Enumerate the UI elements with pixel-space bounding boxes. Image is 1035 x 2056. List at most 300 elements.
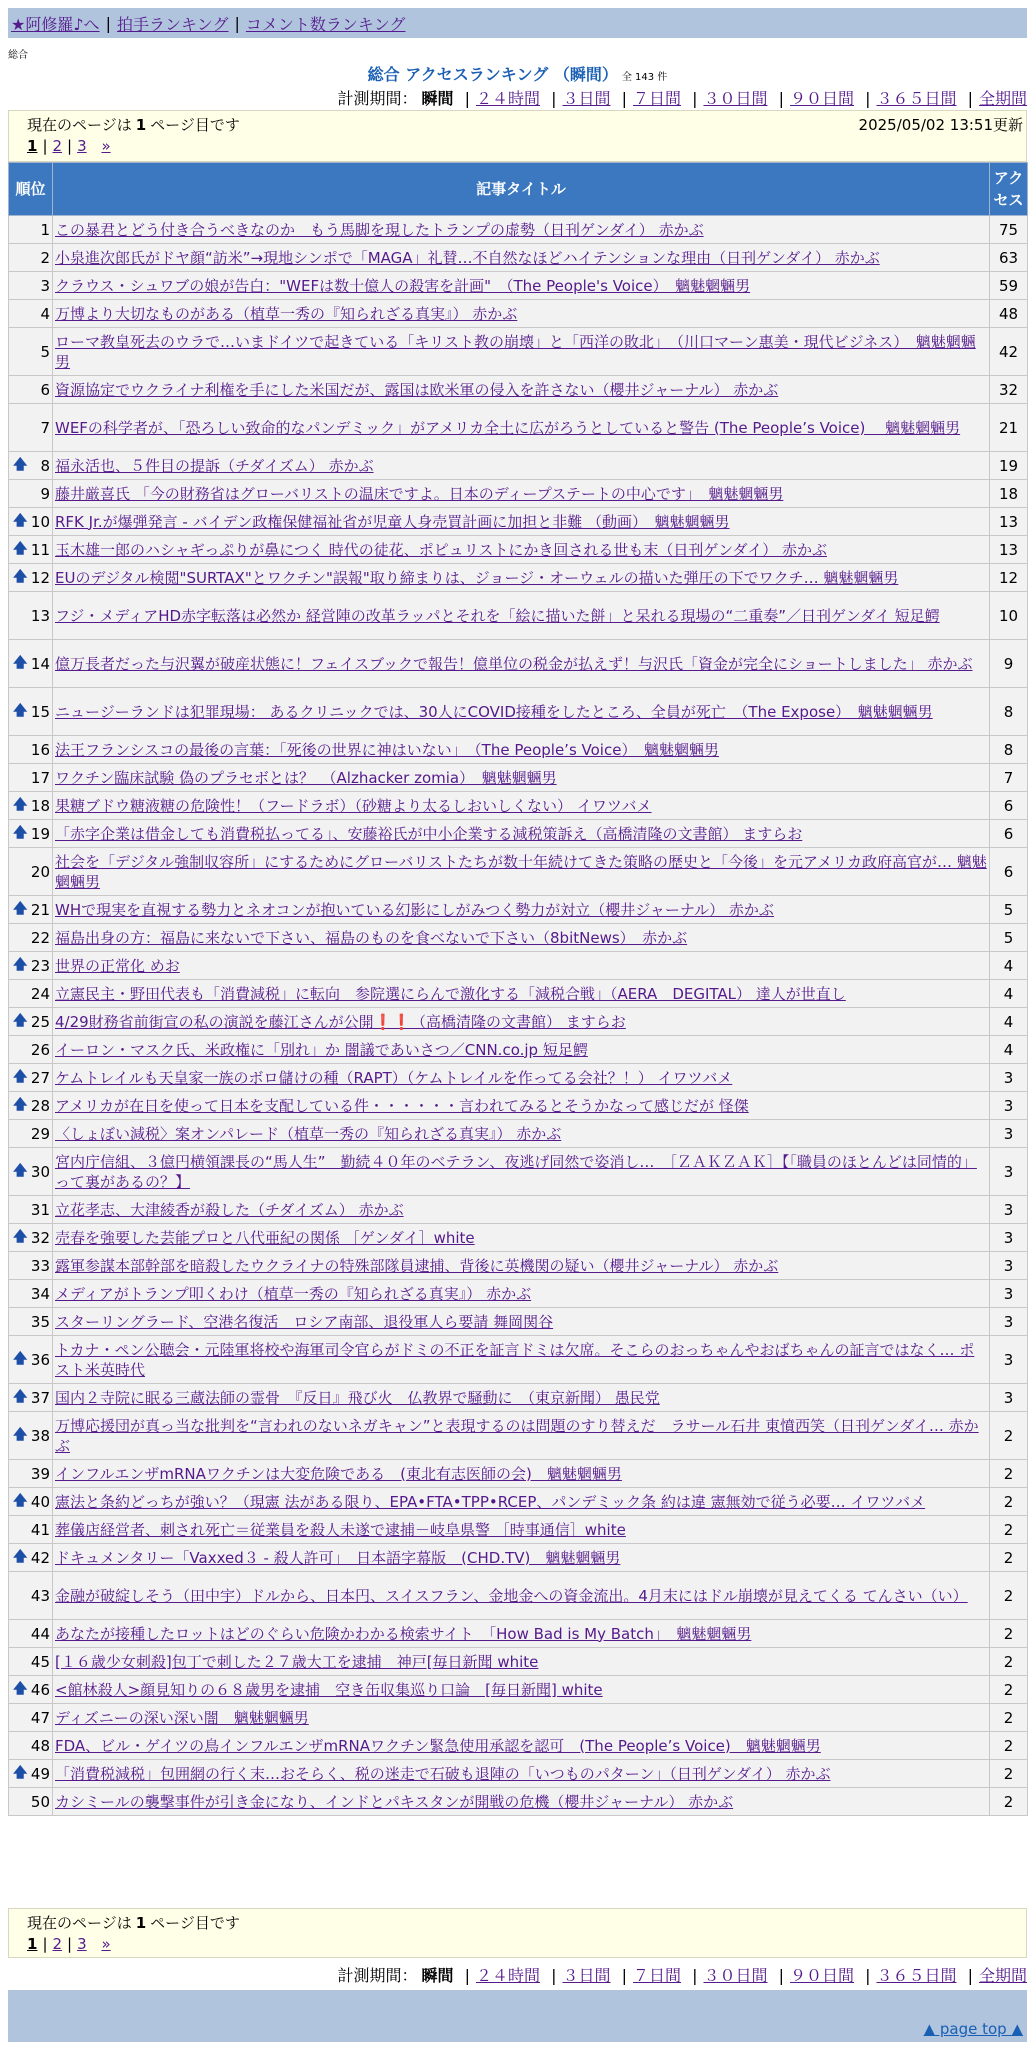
access-count: 2 [990,1488,1028,1516]
arrow-up-icon: 🡅 [13,654,28,671]
access-count: 63 [990,244,1028,272]
table-row [9,564,1028,592]
title-cell [53,1760,990,1788]
top-nav-link-ashura[interactable]: ★阿修羅♪へ [11,14,100,34]
table-row [9,536,1028,564]
access-count: 4 [990,980,1028,1008]
rank-cell [9,1148,53,1196]
rank-number: 26 [30,1040,50,1059]
rank-cell [9,1676,53,1704]
rank-number: 11 [30,540,50,559]
period-separator: | [551,1966,557,1985]
rank-cell [9,480,53,508]
period-option[interactable]: 全期間 [978,89,1027,108]
access-count: 2 [990,1732,1028,1760]
article-title-link[interactable]: 憲法と条約どっちが強い？（現憲 法がある限り、EPA•FTA•TPP•RCEP、パンデミック条 約は違 憲無効で従う必要… イワツバメ [55,1492,926,1511]
title-cell [53,1280,990,1308]
article-title-link[interactable]: 「消費税減税」包囲網の行く末…おそらく、税の迷走で石破も退陣の「いつものパターン」（日刊ゲンダイ） 赤かぶ [55,1764,831,1783]
period-separator: | [865,89,871,108]
period-option[interactable]: ９０日間 [789,1966,854,1985]
rank-cell [9,1252,53,1280]
next-page-link[interactable]: » [101,137,111,155]
title-cell [53,848,990,896]
access-count: 3 [990,1196,1028,1224]
rank-cell [9,1224,53,1252]
article-title-link[interactable]: 玉木雄一郎のハシャギっぷりが鼻につく 時代の徒花、ポピュリストにかき回される世も末（日刊ゲンダイ） 赤かぶ [55,540,827,559]
access-count: 59 [990,272,1028,300]
rank-number: 40 [30,1492,50,1511]
title-cell [53,300,990,328]
table-row [9,1252,1028,1280]
rank-cell [9,1308,53,1336]
title-cell [53,1252,990,1280]
access-count: 32 [990,376,1028,404]
access-count: 19 [990,452,1028,480]
pager-status [27,114,240,135]
table-row [9,300,1028,328]
article-title-link[interactable]: ニュージーランドは犯罪現場： あるクリニックでは、30人にCOVID接種をしたところ、全員が死亡 （The Expose） 魑魅魍魎男 [55,702,933,721]
arrow-up-icon: 🡅 [13,1068,28,1085]
arrow-up-icon: 🡅 [13,1426,28,1443]
col-header-title: 記事タイトル [53,163,990,216]
title-cell [53,1620,990,1648]
title-cell [53,688,990,736]
rank-cell [9,736,53,764]
rank-cell [9,1704,53,1732]
table-row [9,1092,1028,1120]
rank-cell [9,1280,53,1308]
rank-cell [9,300,53,328]
article-title-link[interactable]: 国内２寺院に眠る三蔵法師の霊骨 『反日』飛び火 仏教界で騒動に （東京新聞） 愚民党 [55,1388,660,1407]
rank-cell [9,896,53,924]
table-row [9,1224,1028,1252]
access-count: 2 [990,1760,1028,1788]
rank-number: 39 [30,1464,50,1483]
access-count: 18 [990,480,1028,508]
rank-number: 27 [30,1068,50,1087]
rank-number: 28 [30,1096,50,1115]
rank-cell [9,564,53,592]
rank-cell [9,272,53,300]
page-link-current[interactable]: 1 [27,137,38,155]
rank-number: 29 [30,1124,50,1143]
access-count: 3 [990,1148,1028,1196]
access-count: 10 [990,592,1028,640]
period-separator: | [621,89,627,108]
article-title-link[interactable]: 小泉進次郎氏がドヤ顔“訪米”→現地シンポで「MAGA」礼賛…不自然なほどハイテンションな理由（日刊ゲンダイ） 赤かぶ [55,248,880,267]
article-title-link[interactable]: 法王フランシスコの最後の言葉：「死後の世界に神はいない」 （The People’s Voice） 魑魅魍魎男 [55,740,719,759]
rank-number: 18 [30,796,50,815]
table-row [9,1008,1028,1036]
access-count: 5 [990,924,1028,952]
article-title-link[interactable]: FDA、ビル・ゲイツの鳥インフルエンザmRNAワクチン緊急使用承認を認可 (The People’s Voice) 魑魅魍魎男 [55,1736,821,1755]
nav-separator: | [105,13,111,33]
title-cell [53,952,990,980]
rank-number: 4 [40,304,50,323]
table-row [9,1036,1028,1064]
access-count: 8 [990,688,1028,736]
title-cell [53,1036,990,1064]
article-title-link[interactable]: 金融が破綻しそう（田中宇）ドルから、日本円、スイスフラン、金地金への資金流出。4月末にはドル崩壊が見えてくる てんさい（い） [55,1586,968,1605]
table-row [9,640,1028,688]
period-separator: | [551,89,557,108]
title-cell [53,452,990,480]
access-count: 6 [990,820,1028,848]
table-row [9,1120,1028,1148]
article-title-link[interactable]: カシミールの襲撃事件が引き金になり、インドとパキスタンが開戦の危機（櫻井ジャーナル） 赤かぶ [55,1792,734,1811]
article-title-link[interactable]: 露軍参謀本部幹部を暗殺したウクライナの特殊部隊員逮捕、背後に英機関の疑い（櫻井ジャーナル） 赤かぶ [55,1256,779,1275]
table-row [9,1732,1028,1760]
rank-cell [9,452,53,480]
access-count: 3 [990,1308,1028,1336]
table-row [9,1196,1028,1224]
rank-number: 3 [40,276,50,295]
title-cell [53,1732,990,1760]
pager-status [27,1912,240,1933]
rank-cell [9,980,53,1008]
title-cell [53,1412,990,1460]
rank-number: 10 [30,512,50,531]
period-option[interactable]: ９０日間 [789,89,854,108]
article-title-link[interactable]: ディズニーの深い深い闇 魑魅魍魎男 [55,1708,309,1727]
title-cell [53,1196,990,1224]
table-row [9,1336,1028,1384]
rank-cell [9,216,53,244]
article-title-link[interactable]: アメリカが在日を使って日本を支配している件・・・・・・言われてみるとそうかなって感じだが 怪傑 [55,1096,749,1115]
article-title-link[interactable]: フジ・メディアHD赤字転落は必然か 経営陣の改革ラッパとそれを「絵に描いた餅」と呆れる現場の“二重奏”／日刊ゲンダイ 短足鰐 [55,606,940,625]
page-top-link[interactable]: ▲ page top ▲ [923,2020,1023,2038]
period-option[interactable]: ２４時間 [475,89,540,108]
table-row [9,376,1028,404]
rank-number: 2 [40,248,50,267]
access-count: 7 [990,764,1028,792]
updated-timestamp: 2025/05/02 13:51更新 [858,116,1023,134]
pager-bottom [8,1908,1027,1958]
rank-number: 21 [30,900,50,919]
col-header-rank: 順位 [9,163,53,216]
article-title-link[interactable]: あなたが接種したロットはどのぐらい危険かわかる検索サイト 「How Bad is My Batch」 魑魅魍魎男 [55,1624,752,1643]
article-title-link[interactable]: クラウス・シュワブの娘が告白："WEFは数十億人の殺害を計画" （The People's Voice） 魑魅魍魎男 [55,276,751,295]
access-count: 5 [990,896,1028,924]
arrow-up-icon: 🡅 [13,512,28,529]
table-row [9,272,1028,300]
article-title-link[interactable]: 資源協定でウクライナ利権を手にした米国だが、露国は欧米軍の侵入を許さない（櫻井ジャーナル） 赤かぶ [55,380,779,399]
rank-number: 49 [30,1764,50,1783]
title-cell [53,792,990,820]
rank-cell [9,1196,53,1224]
table-row [9,1148,1028,1196]
article-title-link[interactable]: RFK Jr.が爆弾発言 - バイデン政権保健福祉省が児童人身売買計画に加担と非難 （動画） 魑魅魍魎男 [55,512,730,531]
period-label: 計測期間： [337,89,418,108]
ranking-table-body [9,216,1028,1816]
article-title-link[interactable]: イーロン・マスク氏、米政権に「別れ」か 闇議であいさつ／CNN.co.jp 短足鰐 [55,1040,588,1059]
rank-cell [9,848,53,896]
period-separator: | [464,1966,470,1985]
table-row [9,736,1028,764]
article-title-link[interactable]: 「赤字企業は借金しても消費税払ってる」、安藤裕氏が中小企業する減税策訴え（高橋清隆の文書館） ますらお [55,824,803,843]
arrow-up-icon: 🡅 [13,456,28,473]
rank-cell [9,1732,53,1760]
rank-cell [9,328,53,376]
table-row [9,980,1028,1008]
title-cell [53,1384,990,1412]
rank-number: 45 [30,1652,50,1671]
article-title-link[interactable]: 億万長者だった与沢翼が破産状態に！フェイスブックで報告！億単位の税金が払えず！与沢氏「資金が完全にショートしました」 赤かぶ [55,654,973,673]
article-title-link[interactable]: 宮内庁信組、３億円横領課長の“馬人生” 勤続４０年のベテラン、夜逃げ同然で姿消し… ［ＺＡＫＺＡＫ］【「職員のほとんどは同情的」って裏があるの？】 [55,1152,977,1191]
article-title-link[interactable]: ワクチン臨床試験 偽のプラセボとは？ （Alzhacker zomia） 魑魅魍魎男 [55,768,557,787]
access-count: 3 [990,1092,1028,1120]
period-selector-top [337,86,1027,109]
period-separator: | [778,89,784,108]
table-row [9,508,1028,536]
rank-number: 33 [30,1256,50,1275]
title-cell [53,1308,990,1336]
arrow-up-icon: 🡅 [13,1096,28,1113]
arrow-up-icon: 🡅 [13,824,28,841]
rank-number: 1 [40,220,50,239]
rank-cell [9,688,53,736]
access-count: 3 [990,1280,1028,1308]
table-row [9,480,1028,508]
article-title-link[interactable]: 売春を強要した芸能プロと八代亜紀の関係 ［ゲンダイ］white [55,1228,475,1247]
title-cell [53,480,990,508]
article-title-link[interactable]: 果糖ブドウ糖液糖の危険性！（フードラボ）（砂糖より太るしおいしくない） イワツバメ [55,796,652,815]
article-title-link[interactable]: スターリングラード、空港名復活 ロシア南部、退役軍人ら要請 舞岡関谷 [55,1312,554,1331]
period-option[interactable]: ３６５日間 [876,89,957,108]
article-title-link[interactable]: 立憲民主・野田代表も「消費減税」に転向 参院選にらんで激化する「減税合戦」（AERA DEGITAL） 達人が世直し [55,984,846,1003]
article-title-link[interactable]: ケムトレイルも天皇家一族のボロ儲けの種（RAPT）（ケムトレイルを作ってる会社？！） イワツバメ [55,1068,733,1087]
period-option[interactable]: ３０日間 [703,1966,768,1985]
rank-cell [9,1460,53,1488]
table-row [9,452,1028,480]
top-nav-link-comment-ranking[interactable]: コメント数ランキング [245,14,406,34]
period-option[interactable]: ３０日間 [703,89,768,108]
title-cell [53,1516,990,1544]
rank-cell [9,1120,53,1148]
rank-cell [9,820,53,848]
rank-cell [9,592,53,640]
title-cell [53,272,990,300]
arrow-up-icon: 🡅 [13,540,28,557]
arrow-up-icon: 🡅 [13,1764,28,1781]
category-label: 総合 [8,50,28,61]
rank-number: 42 [30,1548,50,1567]
period-option[interactable]: ７日間 [632,89,681,108]
title-cell [53,640,990,688]
rank-number: 36 [30,1350,50,1369]
top-nav-bar [8,8,1027,38]
pager-prefix: 現在のページは [27,1914,132,1932]
page-separator: | [67,137,73,155]
title-cell [53,376,990,404]
next-page-link[interactable]: » [101,1935,111,1953]
rank-number: 16 [30,740,50,759]
title-cell [53,592,990,640]
nav-separator: | [234,13,240,33]
table-row [9,1704,1028,1732]
access-count: 4 [990,1036,1028,1064]
article-title-link[interactable]: 藤井厳喜氏 「今の財務省はグローバリストの温床ですよ。日本のディープステートの中心です」 魑魅魍魎男 [55,484,784,503]
rank-number: 43 [30,1586,50,1605]
title-cell [53,1148,990,1196]
table-row [9,1760,1028,1788]
article-title-link[interactable]: [１６歳少女刺殺]包丁で刺した２７歳大工を逮捕 神戸[毎日新聞 white [55,1652,539,1671]
top-nav-link-clap-ranking[interactable]: 拍手ランキング [116,14,229,34]
arrow-up-icon: 🡅 [13,1548,28,1565]
page-link[interactable]: 2 [52,137,63,155]
period-option[interactable]: 全期間 [978,1966,1027,1985]
page-link[interactable]: 3 [77,137,87,155]
arrow-up-icon: 🡅 [13,900,28,917]
arrow-up-icon: 🡅 [13,1162,28,1179]
access-count: 3 [990,1120,1028,1148]
article-title-link[interactable]: メディアがトランプ叩くわけ（植草一秀の『知られざる真実』） 赤かぶ [55,1284,532,1303]
table-row [9,764,1028,792]
period-option[interactable]: ３６５日間 [876,1966,957,1985]
rank-number: 41 [30,1520,50,1539]
title-cell [53,564,990,592]
article-title-link[interactable]: この暴君とどう付き合うべきなのか もう馬脚を現したトランプの虚勢（日刊ゲンダイ） 赤かぶ [55,220,704,239]
article-title-link[interactable]: ローマ教皇死去のウラで…いまドイツで起きている「キリスト教の崩壊」と「西洋の敗北」 （川口マーン惠美・現代ビジネス） 魑魅魍魎男 [55,332,976,371]
access-count: 3 [990,1252,1028,1280]
rank-cell [9,1788,53,1816]
rank-number: 48 [30,1736,50,1755]
access-count: 2 [990,1788,1028,1816]
article-title-link[interactable]: 社会を「デジタル強制収容所」にするためにグローバリストたちが数十年続けてきた策略の歴史と「今後」を元アメリカ政府高官が… 魑魅魍魎男 [55,852,987,891]
page-link[interactable]: 2 [52,1935,63,1953]
page-title: 総合 アクセスランキング （瞬間） [367,65,618,84]
article-title-link[interactable]: ドキュメンタリー「Vaxxed３ - 殺人許可」 日本語字幕版 (CHD.TV) 魑魅魍魎男 [55,1548,621,1567]
table-row [9,896,1028,924]
rank-cell [9,1760,53,1788]
title-cell [53,1064,990,1092]
pager-suffix: ページ目です [150,1914,240,1932]
table-row [9,1572,1028,1620]
title-cell [53,536,990,564]
title-cell [53,216,990,244]
title-cell [53,1008,990,1036]
arrow-up-icon: 🡅 [13,1228,28,1245]
rank-number: 50 [30,1792,50,1811]
title-cell [53,896,990,924]
article-title-link[interactable]: インフルエンザmRNAワクチンは大変危険である (東北有志医師の会) 魑魅魍魎男 [55,1464,622,1483]
rank-cell [9,1516,53,1544]
rank-number: 6 [40,380,50,399]
article-title-link[interactable]: <館林殺人>顔見知りの６８歳男を逮捕 空き缶収集巡り口論 [毎日新聞] white [55,1680,603,1699]
title-cell [53,1676,990,1704]
table-row [9,1384,1028,1412]
table-row [9,688,1028,736]
article-title-link[interactable]: WHで現実を直視する勢力とネオコンが抱いている幻影にしがみつく勢力が対立（櫻井ジャーナル） 赤かぶ [55,900,774,919]
footer-bar [8,1990,1027,2042]
title-cell [53,820,990,848]
rank-number: 31 [30,1200,50,1219]
period-option[interactable]: ３日間 [562,89,611,108]
rank-number: 7 [40,418,50,437]
table-row [9,1516,1028,1544]
access-count: 21 [990,404,1028,452]
article-title-link[interactable]: トカナ・ペン公聴会・元陸軍将校や海軍司令官らがドミの不正を証言ドミは欠席。そこらのおっちゃんやおばちゃんの証言ではなく… ポスト米英時代 [55,1340,975,1379]
article-title-link[interactable]: 世界の正常化 めお [55,956,180,975]
article-title-link[interactable]: 立花孝志、大津綾香が殺した（チダイズム） 赤かぶ [55,1200,404,1219]
article-title-link[interactable]: 福永活也、５件目の提訴（チダイズム） 赤かぶ [55,456,374,475]
rank-cell [9,1648,53,1676]
pager-suffix: ページ目です [150,116,240,134]
article-title-link[interactable]: 福島出身の方：福島に来ないで下さい、福島のものを食べないで下さい（8bitNews） 赤かぶ [55,928,688,947]
table-row [9,1308,1028,1336]
rank-cell [9,924,53,952]
arrow-up-icon: 🡅 [13,1350,28,1367]
period-separator: | [692,1966,698,1985]
pager-current-page: 1 [135,116,147,134]
rank-cell [9,1064,53,1092]
table-row [9,924,1028,952]
table-row [9,328,1028,376]
article-title-link[interactable]: 4/29財務省前街宣の私の演説を藤江さんが公開❗❗（高橋清隆の文書館） ますらお [55,1012,626,1031]
rank-number: 22 [30,928,50,947]
page-separator [92,1935,97,1953]
pager-links [27,1935,111,1953]
article-title-link[interactable]: 葬儀店経営者、刺され死亡＝従業員を殺人未遂で逮捕－岐阜県警 ［時事通信］white [55,1520,626,1539]
rank-cell [9,1008,53,1036]
access-count: 42 [990,328,1028,376]
rank-number: 8 [40,456,50,475]
rank-number: 23 [30,956,50,975]
title-cell [53,736,990,764]
access-count: 4 [990,1008,1028,1036]
rank-number: 5 [40,342,50,361]
period-option[interactable]: ３日間 [562,1966,611,1985]
table-row [9,952,1028,980]
table-row [9,404,1028,452]
total-count: 全 143 件 [621,72,668,83]
access-count: 3 [990,1064,1028,1092]
access-count: 48 [990,300,1028,328]
title-cell [53,404,990,452]
article-title-link[interactable]: 万博応援団が真っ当な批判を“言われのないネガキャン”と表現するのは問題のすり替えだ ラサール石井 東憤西笑（日刊ゲンダイ… 赤かぶ [55,1416,979,1455]
page-link-current[interactable]: 1 [27,1935,38,1953]
period-option[interactable]: ７日間 [632,1966,681,1985]
period-option[interactable]: ２４時間 [475,1966,540,1985]
article-title-link[interactable]: WEFの科学者が、「恐ろしい致命的なパンデミック」がアメリカ全土に広がろうとしていると警告 (The People’s Voice) 魑魅魍魎男 [55,418,961,437]
rank-number: 44 [30,1624,50,1643]
rank-cell [9,376,53,404]
rank-cell [9,764,53,792]
table-row [9,1488,1028,1516]
access-count: 13 [990,508,1028,536]
table-row [9,1460,1028,1488]
period-separator: | [778,1966,784,1985]
title-cell [53,244,990,272]
table-row [9,1544,1028,1572]
access-count: 3 [990,1224,1028,1252]
rank-cell [9,1384,53,1412]
rank-cell [9,508,53,536]
article-title-link[interactable]: EUのデジタル検閲"SURTAX"とワクチン"誤報"取り締まりは、ジョージ・オーウェルの描いた弾圧の下でワクチ… 魑魅魍魎男 [55,568,899,587]
page-link[interactable]: 3 [77,1935,87,1953]
article-title-link[interactable]: 万博より大切なものがある（植草一秀の『知られざる真実』） 赤かぶ [55,304,518,323]
access-count: 2 [990,1620,1028,1648]
article-title-link[interactable]: 〈しょぼい減税〉案オンパレード（植草一秀の『知られざる真実』） 赤かぶ [55,1124,562,1143]
period-current: 瞬間 [421,89,454,108]
access-count: 6 [990,848,1028,896]
rank-number: 13 [30,606,50,625]
table-row [9,1648,1028,1676]
arrow-up-icon: 🡅 [13,796,28,813]
rank-number: 32 [30,1228,50,1247]
rank-number: 14 [30,654,50,673]
pager-links [27,137,111,155]
